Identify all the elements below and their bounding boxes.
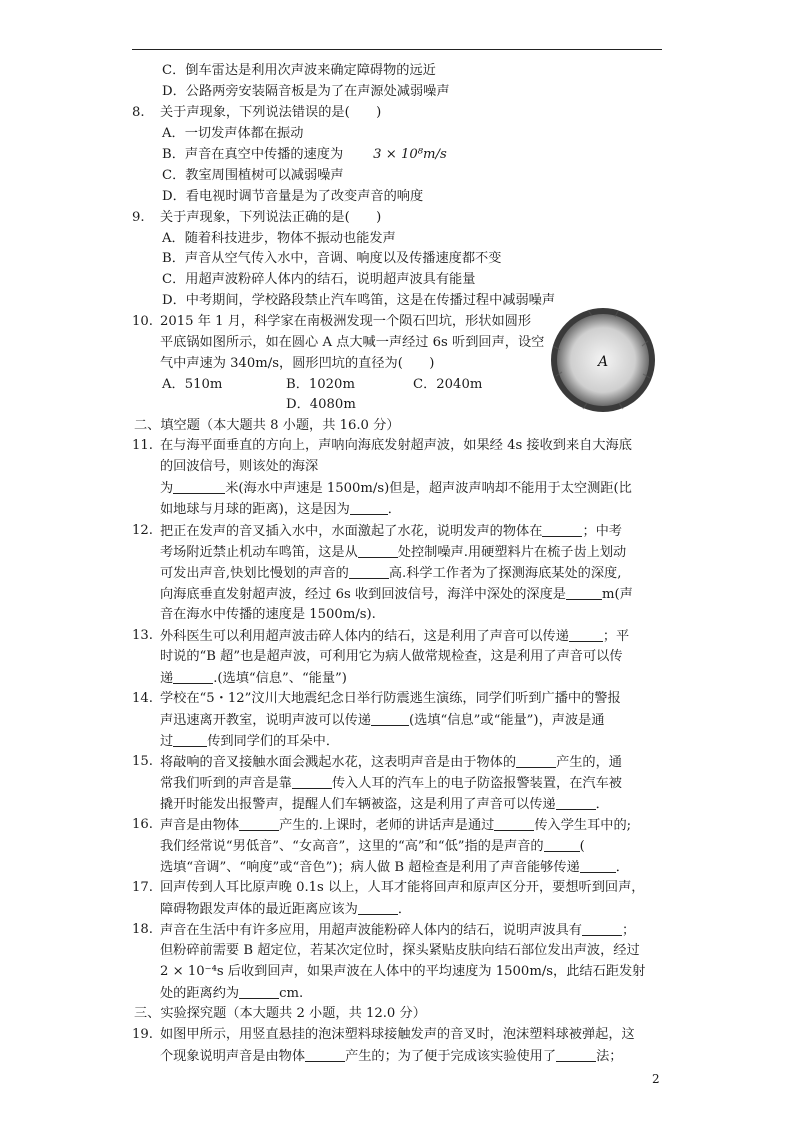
q14-line-1: 学校在“5・12”汶川大地震纪念日举行防震逃生演练，同学们听到广播中的警报 [160,691,621,706]
q16-line-2 [160,837,585,856]
q16-blank-4[interactable] [580,858,616,873]
q8-option-d: D．看电视时调节音量是为了改变声音的响度 [162,189,424,204]
q12-blank-2[interactable] [358,543,398,558]
q10-line-2: 平底锅如图所示，如在圆心 A 点大喊一声经过 6s 听到回声，设空 [160,335,545,350]
q15-blank-3[interactable] [556,795,596,810]
q12-line-1 [160,522,622,541]
q11-blank-1[interactable] [173,479,225,494]
q13-number: 13. [132,628,153,643]
q9-option-b: B．声音从空气传入水中，音调、响度以及传播速度都不变 [162,251,502,266]
q7-option-c: C．倒车雷达是利用次声波来确定障碍物的远近 [162,63,436,78]
q8-option-b-text: B．声音在真空中传播的速度为 [162,147,344,162]
q18-line-3: 2 × 10⁻⁴s 后收到回声，如果声波在人体中的平均速度为 1500m/s，此结石距发射 [160,964,646,979]
q11-number: 11. [132,438,153,453]
q13-line-1-a: 外科医生可以利用超声波击碎人体内的结石，这是利用了声音可以传递 [160,629,569,644]
q8-option-b-value: 3 × 10⁸m/s [373,147,447,162]
q16-line-3-b: ． [615,860,629,875]
q8-number: 8. [132,105,145,120]
q16-line-2-b: ( [579,839,585,854]
q14-line-2-b: (选填“信息”或“能量”)，声波是通 [409,713,605,728]
q15-line-3-b: ． [595,797,609,812]
q11-blank-2[interactable] [350,500,388,515]
q16-line-3-a: 选填“音调”、“响度”或“音色”)；病人做 B 超检查是利用了声音能够传递 [160,860,580,875]
q12-line-2-b: 处控制噪声.用硬塑料片在梳子齿上划动 [397,545,627,560]
q12-line-3-a: 可发出声音,快划比慢划的声音的 [160,566,349,581]
crater-center-label: A [598,354,609,370]
q15-line-3 [160,795,609,814]
q14-blank-1[interactable] [371,711,409,726]
crater-figure [548,306,658,414]
q18-line-4-b: cm. [279,986,304,1001]
q16-line-1 [160,816,631,835]
q13-blank-2[interactable] [173,669,213,684]
q18-number: 18. [132,922,153,937]
q16-blank-2[interactable] [494,816,534,831]
q18-line-1-b: ； [622,923,636,938]
q13-line-1 [160,627,629,646]
q18-line-4-a: 处的距离约为 [160,986,240,1001]
q11-line-4-a: 如地球与月球的距离)，这是因为 [160,502,350,517]
q18-line-1-a: 声音在生活中有许多应用，用超声波能粉碎人体内的结石，说明声波具有 [160,923,582,938]
q10-option-c: C．2040m [413,377,483,392]
q15-number: 15. [132,754,153,769]
q18-blank-1[interactable] [582,921,622,936]
page-number: 2 [652,1072,660,1086]
q9-option-a: A．随着科技进步，物体不振动也能发声 [162,231,396,246]
q8-option-c: C．教室周围植树可以减弱噪声 [162,168,344,183]
q15-blank-2[interactable] [292,774,332,789]
q12-line-3-b: 高.科学工作者为了探测海底某处的深度, [388,566,622,581]
q17-blank-1[interactable] [358,900,398,915]
q9-option-d: D．中考期间，学校路段禁止汽车鸣笛，这是在传播过程中减弱噪声 [162,293,556,308]
q13-blank-1[interactable] [569,627,603,642]
q14-number: 14. [132,691,153,706]
q12-line-4-b: m(声 [601,587,633,602]
q14-line-2-a: 声迅速离开教室，说明声波可以传递 [160,713,371,728]
q19-line-2 [160,1047,622,1066]
q18-line-1 [160,921,635,940]
q14-line-3-a: 过 [160,734,174,749]
q15-line-2-a: 常我们听到的声音是靠 [160,776,292,791]
section-3-heading: 三、实验探究题（本大题共 2 小题，共 12.0 分） [134,1006,426,1021]
q15-blank-1[interactable] [516,753,556,768]
q12-blank-4[interactable] [566,585,602,600]
q11-line-1: 在与海平面垂直的方向上，声呐向海底发射超声波，如果经 4s 接收到来自大海底 [160,438,632,453]
q19-number: 19. [132,1027,153,1042]
q12-line-4-a: 向海底垂直发射超声波，经过 6s 收到回波信号，海洋中深处的深度是 [160,587,566,602]
q16-line-3 [160,858,629,877]
q9-option-c: C．用超声波粉碎人体内的结石，说明超声波具有能量 [162,272,476,287]
q16-blank-1[interactable] [239,816,279,831]
q12-blank-1[interactable] [542,522,582,537]
q19-line-1: 如图甲所示，用竖直悬挂的泡沫塑料球接触发声的音叉时，泡沫塑料球被弹起，这 [160,1027,635,1042]
q19-blank-1[interactable] [305,1047,345,1062]
q16-line-1-c: 传入学生耳中的; [534,818,632,833]
q7-option-d: D．公路两旁安装隔音板是为了在声源处减弱噪声 [162,84,450,99]
q15-line-1-a: 将敲响的音叉接触水面会溅起水花，这表明声音是由于物体的 [160,755,517,770]
q10-line-3: 气中声速为 340m/s，圆形凹坑的直径为( ) [160,356,435,371]
q9-number: 9. [132,210,145,225]
q13-line-3-b: .(选填“信息”、“能量”) [213,671,347,686]
q17-line-2 [160,900,411,919]
q17-line-2-b: ． [397,902,411,917]
q10-option-a: A．510m [162,377,223,392]
q12-line-3 [160,564,621,583]
q15-line-2 [160,774,622,793]
q10-option-b: B．1020m [286,377,355,392]
q13-line-1-b: ；平 [602,629,630,644]
q15-line-1-b: 产生的，通 [556,755,622,770]
q16-blank-3[interactable] [544,837,580,852]
q18-blank-2[interactable] [239,984,279,999]
q8-stem: 关于声现象，下列说法错误的是( ) [160,105,382,120]
q16-number: 16. [132,817,153,832]
section-2-heading: 二、填空题（本大题共 8 小题，共 16.0 分） [134,418,400,433]
q11-line-4-b: ． [387,502,401,517]
header-rule [132,49,662,50]
q13-line-3-a: 递 [160,671,174,686]
q16-line-2-a: 我们经常说“男低音”、“女高音”，这里的“高”和“低”指的是声音的 [160,839,544,854]
q18-line-2: 但粉碎前需要 B 超定位，若某次定位时，探头紧贴皮肤向结石部位发出声波，经过 [160,943,640,958]
q16-line-1-a: 声音是由物体 [160,818,240,833]
q10-number: 10. [132,314,153,329]
q8-option-b [162,146,447,164]
q19-blank-2[interactable] [556,1047,596,1062]
q11-line-4 [160,500,401,519]
q12-line-1-b: ；中考 [582,524,622,539]
q15-line-3-a: 撬开时能发出报警声，提醒人们车辆被盗，这是利用了声音可以传递 [160,797,556,812]
q13-line-3 [160,669,347,688]
q14-line-3-b: 传到同学们的耳朵中． [207,734,340,749]
q15-line-2-b: 传入人耳的汽车上的电子防盗报警装置，在汽车被 [331,776,622,791]
q10-option-d: D．4080m [286,397,356,412]
q10-line-1: 2015 年 1 月，科学家在南极洲发现一个陨石凹坑，形状如圆形 [160,314,532,329]
q16-line-1-b: 产生的.上课时，老师的讲话声是通过 [279,818,495,833]
q11-line-3-a: 为 [160,481,174,496]
q11-line-3-b: 米(海水中声速是 1500m/s)但是，超声波声呐却不能用于太空测距(比 [225,481,632,496]
q12-blank-3[interactable] [349,564,389,579]
q8-option-a: A．一切发声体都在振动 [162,126,304,141]
q19-line-2-b: 产生的；为了便于完成该实验使用了 [345,1049,557,1064]
q11-line-2: 的回波信号，则该处的海深 [160,459,319,474]
q12-line-2-a: 考场附近禁止机动车鸣笛，这是从 [160,545,358,560]
q12-line-4 [160,585,633,604]
q17-line-1: 回声传到人耳比原声晚 0.1s 以上，人耳才能将回声和原声区分开，要想听到回声， [160,880,645,895]
q14-blank-2[interactable] [173,732,207,747]
q13-line-2: 时说的“B 超”也是超声波，可利用它为病人做常规检查，这是利用了声音可以传 [160,649,623,664]
q19-line-2-c: 法； [596,1049,623,1064]
q12-line-2 [160,543,626,562]
q9-stem: 关于声现象，下列说法正确的是( ) [160,210,382,225]
q19-line-2-a: 个现象说明声音是由物体 [160,1049,306,1064]
q18-line-4 [160,984,303,1003]
q11-line-3 [160,479,632,498]
q15-line-1 [160,753,622,772]
q12-number: 12. [132,523,153,538]
q12-line-5: 音在海水中传播的速度是 1500m/s). [160,607,376,622]
q12-line-1-a: 把正在发声的音叉插入水中，水面激起了水花，说明发声的物体在 [160,524,543,539]
q17-number: 17. [132,880,153,895]
q17-line-2-a: 障碍物跟发声体的最近距离应该为 [160,902,358,917]
q14-line-2 [160,711,605,730]
q14-line-3 [160,732,339,751]
